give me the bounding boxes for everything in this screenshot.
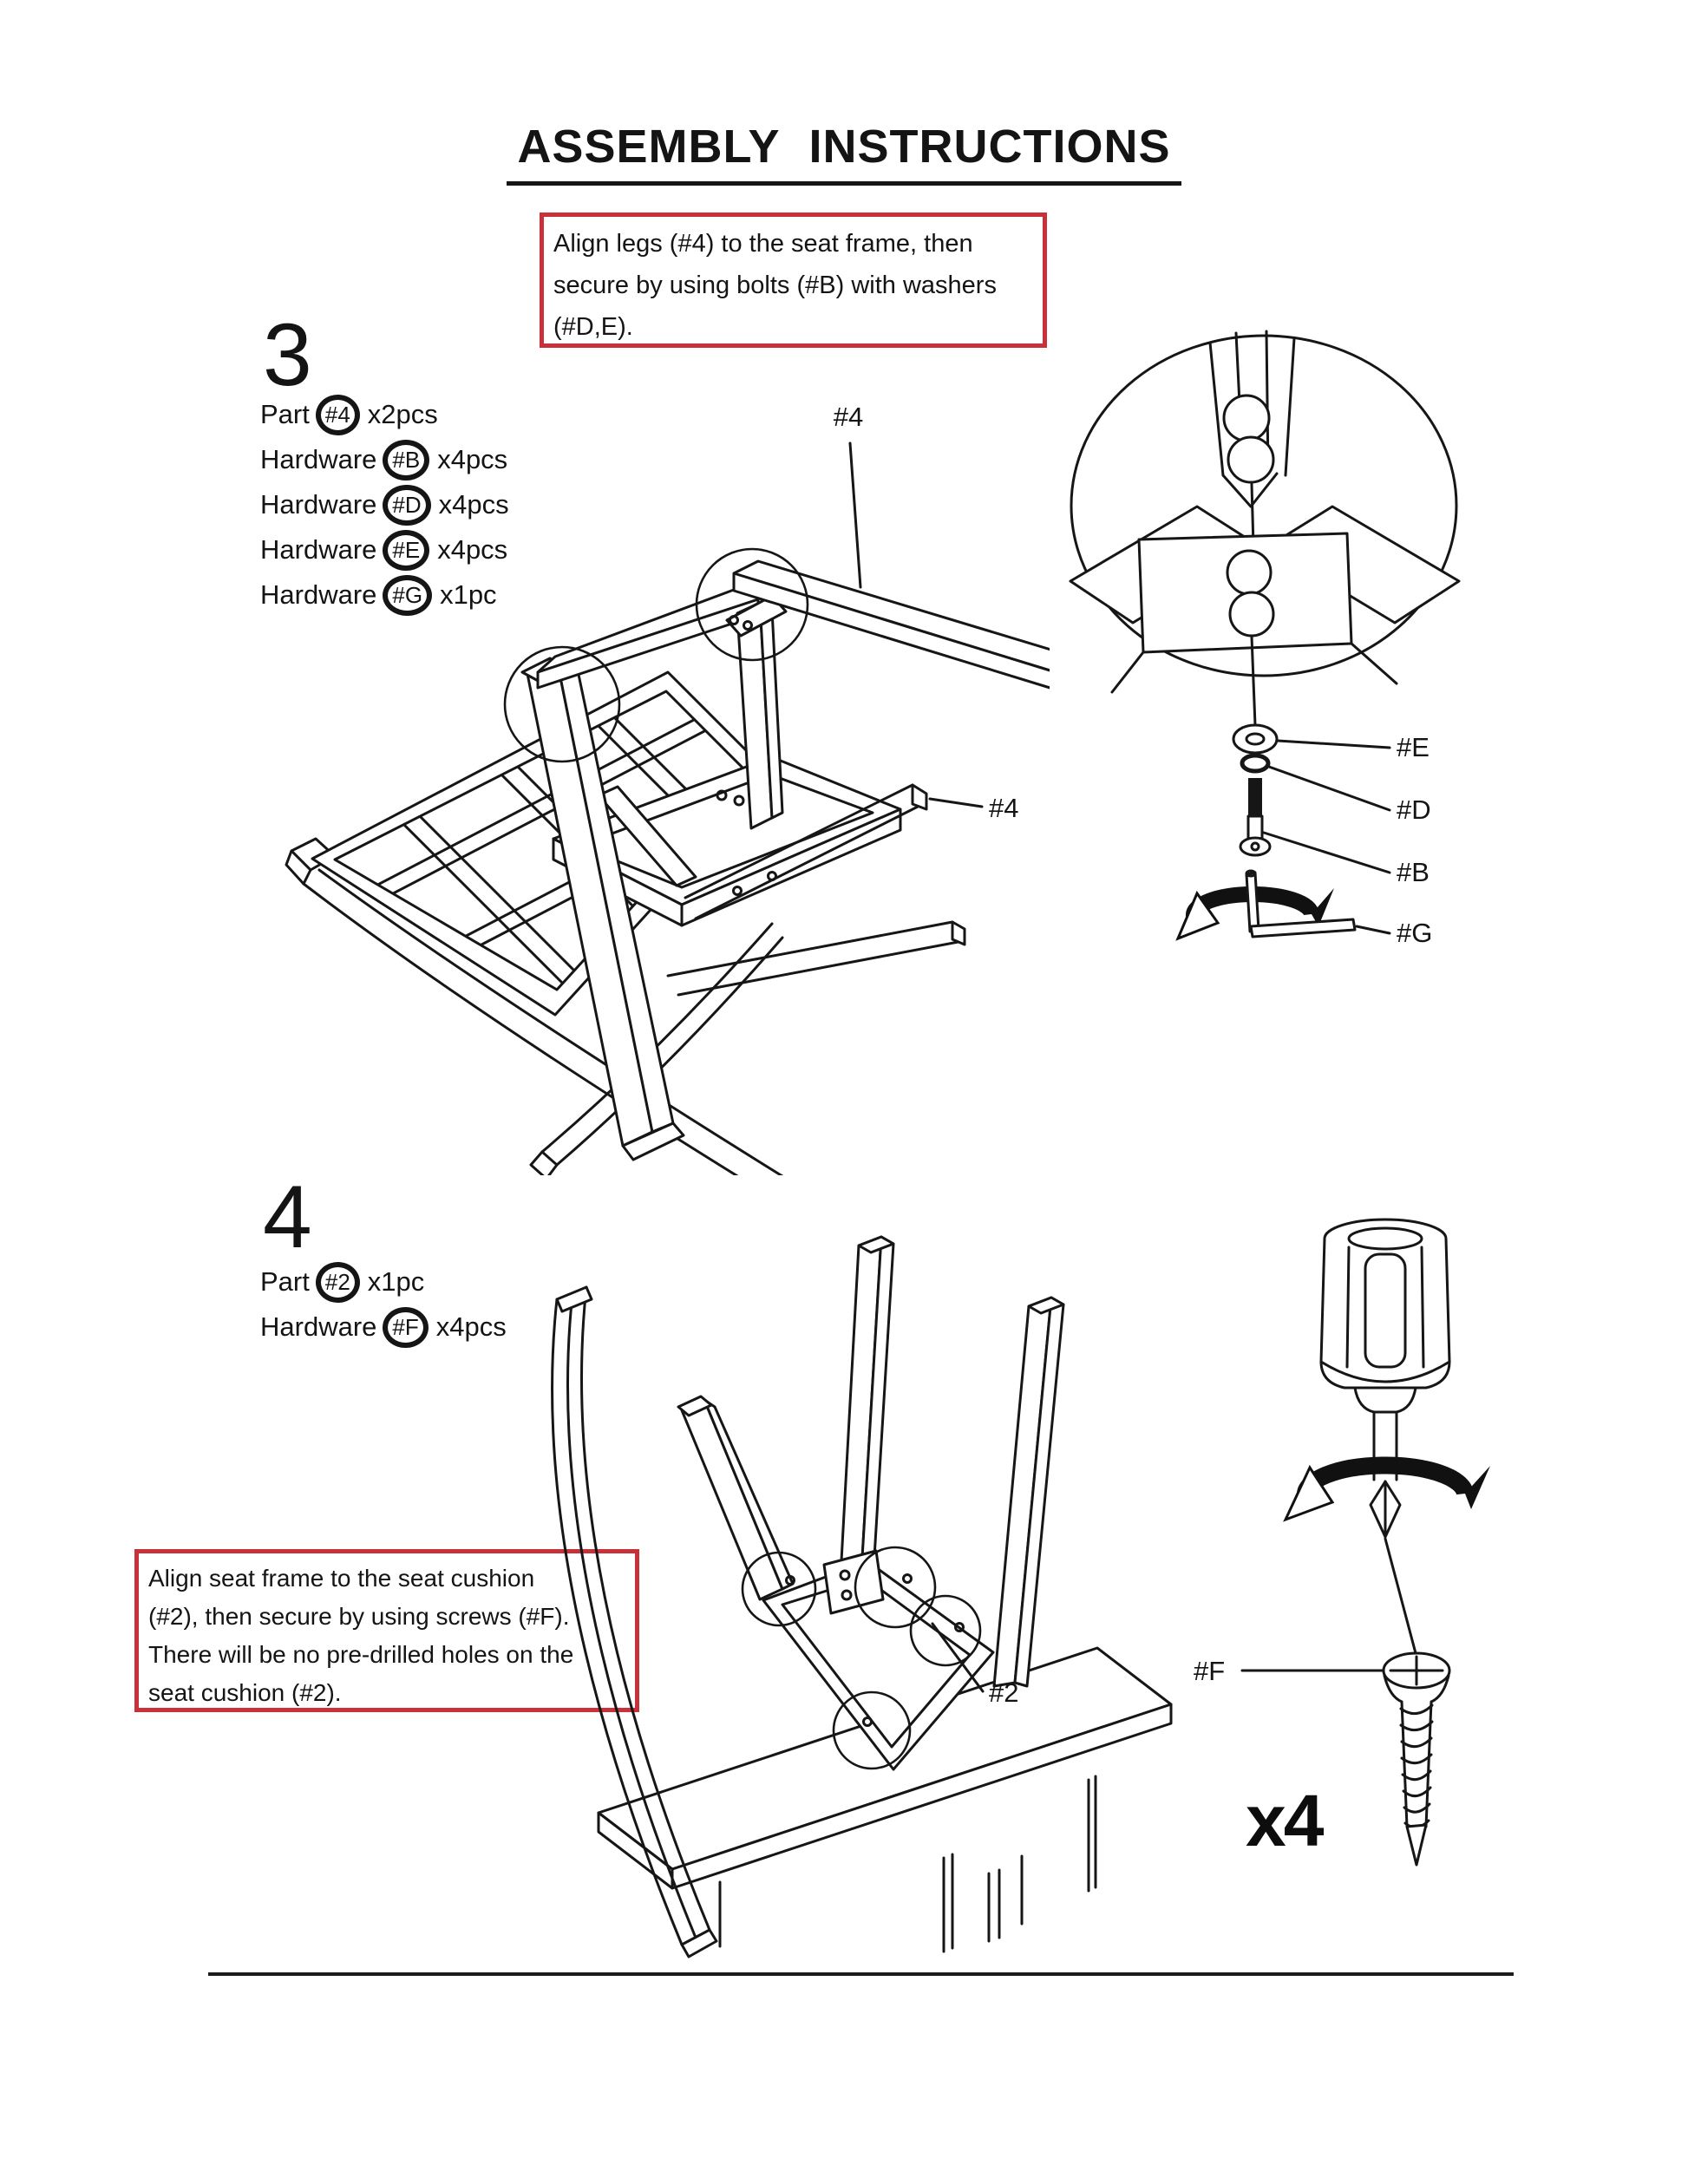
part-code-circle: #B [383, 440, 429, 481]
callout-allen-key: #G [1397, 918, 1433, 948]
part-prefix: Part [260, 399, 310, 429]
callout-washer-flat: #E [1397, 732, 1430, 762]
step4-instruction-line: Align seat frame to the seat cushion [148, 1565, 535, 1592]
step4-number: 4 [263, 1167, 312, 1266]
step4-instruction-line: There will be no pre-drilled holes on the [148, 1641, 574, 1668]
step3-instruction-line: (#D,E). [553, 313, 633, 341]
callout-cushion: #2 [989, 1677, 1019, 1708]
step3-instruction-line: Align legs (#4) to the seat frame, then [553, 230, 973, 258]
callout-bolt: #B [1397, 857, 1430, 887]
screw-quantity-label: x4 [1246, 1780, 1322, 1861]
part-prefix: Hardware [260, 579, 377, 610]
part-prefix: Part [260, 1266, 310, 1297]
step4-screw-diagram [1162, 1197, 1527, 1960]
step3-instruction-box [540, 213, 1047, 348]
page-title [0, 120, 1688, 186]
callout-leg-top: #4 [833, 402, 864, 432]
step4-parts-list [260, 1259, 507, 1350]
part-code-circle: #4 [316, 395, 360, 435]
callout-leg-side: #4 [989, 793, 1019, 823]
part-code-circle: #F [383, 1307, 428, 1348]
step4-instruction-line: (#2), then secure by using screws (#F). [148, 1603, 570, 1630]
step4-chair-diagram [520, 1197, 1214, 2108]
footer-divider [208, 1972, 1514, 1976]
part-code-circle: #G [383, 575, 432, 616]
part-qty: x4pcs [435, 1311, 507, 1342]
part-qty: x4pcs [437, 534, 508, 565]
part-qty: x1pc [440, 579, 497, 610]
part-prefix: Hardware [260, 489, 377, 520]
step3-hardware-detail [1058, 321, 1518, 954]
part-row [260, 1259, 507, 1305]
part-qty: x2pcs [367, 399, 438, 429]
part-qty: x1pc [367, 1266, 425, 1297]
step3-instruction-line: secure by using bolts (#B) with washers [553, 271, 997, 299]
callout-washer-lock: #D [1397, 794, 1431, 825]
part-code-circle: #E [383, 530, 429, 571]
step3-chair-diagram [252, 369, 1050, 1175]
step3-number: 3 [263, 305, 312, 404]
part-prefix: Hardware [260, 1311, 377, 1342]
step4-instruction-line: seat cushion (#2). [148, 1679, 342, 1706]
part-row [260, 1305, 507, 1350]
callout-screw: #F [1194, 1656, 1226, 1686]
page-title-text: ASSEMBLY INSTRUCTIONS [507, 120, 1181, 186]
part-qty: x4pcs [438, 489, 509, 520]
part-code-circle: #2 [316, 1262, 360, 1303]
part-code-circle: #D [383, 485, 430, 526]
part-qty: x4pcs [437, 444, 508, 474]
part-prefix: Hardware [260, 444, 377, 474]
part-prefix: Hardware [260, 534, 377, 565]
